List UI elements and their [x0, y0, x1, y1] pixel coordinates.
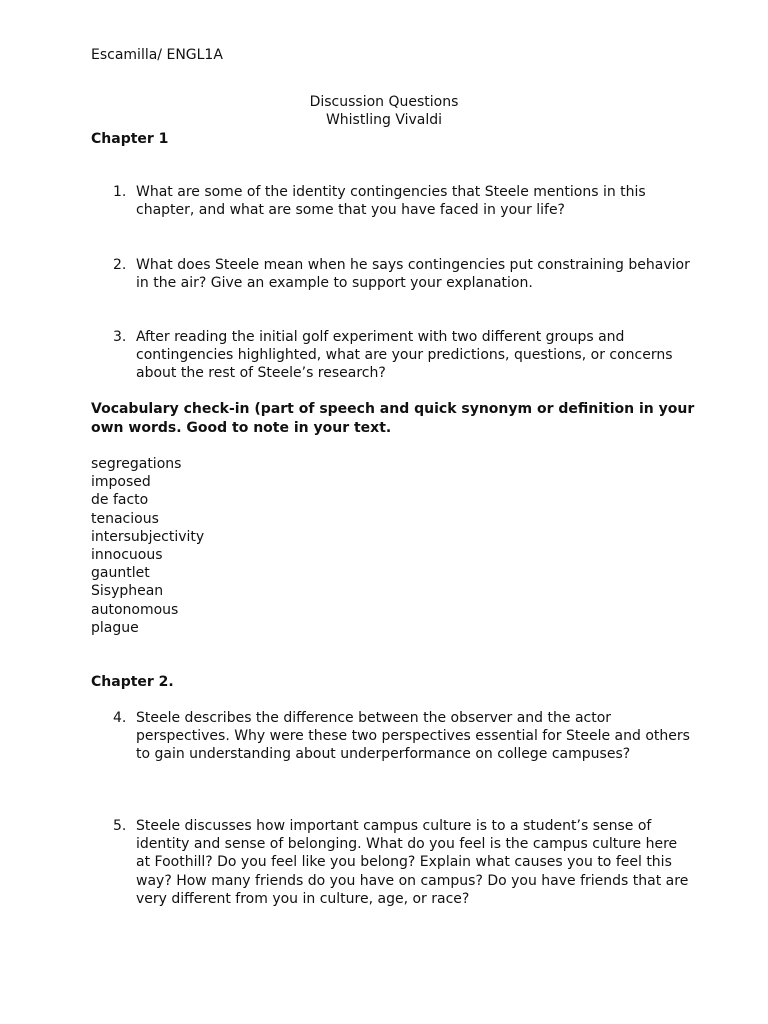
question-3	[113, 328, 693, 383]
vocabulary-word: de facto	[91, 492, 149, 509]
question-text: Steele describes the difference between the observer and the actor perspectives. Why were these two perspectives essential for Steele and others to gain understanding about underperformance on college campuses?	[136, 710, 690, 763]
question-number: 2.	[113, 257, 127, 273]
vocabulary-list	[91, 455, 204, 637]
vocabulary-word: imposed	[91, 474, 151, 491]
question-number: 1.	[113, 184, 127, 200]
vocabulary-word: plague	[91, 619, 139, 636]
question-number: 4.	[113, 710, 127, 726]
question-5	[113, 817, 693, 908]
course-line: Escamilla/ ENGL1A	[91, 47, 223, 63]
question-2	[113, 256, 693, 292]
question-number: 5.	[113, 818, 127, 834]
question-1	[113, 183, 693, 219]
question-text: What are some of the identity contingencies that Steele mentions in this chapter, and what are some that you have faced in your life?	[136, 184, 646, 219]
vocabulary-word: autonomous	[91, 601, 179, 618]
question-text: Steele discusses how important campus culture is to a student’s sense of identity and sense of belonging. What do you feel is the campus culture here at Foothill? Do you feel like you belong? Explain what causes you to feel this way? How many friends do you have on campus? Do you have friends that are very different from you in culture, age, or race?	[136, 818, 689, 907]
question-number: 3.	[113, 329, 127, 345]
vocabulary-heading: Vocabulary check-in (part of speech and quick synonym or definition in your own words. Good to note in your text.	[91, 401, 695, 436]
vocabulary-word: innocuous	[91, 547, 163, 564]
chapter-1-heading: Chapter 1	[91, 131, 169, 147]
question-text: After reading the initial golf experiment with two different groups and contingencies highlighted, what are your predictions, questions, or concerns about the rest of Steele’s research?	[136, 329, 673, 382]
vocabulary-word: segregations	[91, 456, 182, 472]
vocabulary-word: Sisyphean	[91, 583, 164, 600]
book-title: Whistling Vivaldi	[325, 112, 443, 128]
question-4	[113, 709, 693, 764]
question-text: What does Steele mean when he says contingencies put constraining behavior in the air? Give an example to support your explanation.	[136, 257, 690, 292]
vocabulary-word: intersubjectivity	[91, 528, 205, 545]
vocabulary-word: gauntlet	[91, 565, 150, 582]
vocabulary-word: tenacious	[91, 510, 159, 527]
document-title: Discussion Questions	[309, 94, 459, 110]
chapter-2-heading: Chapter 2.	[91, 674, 174, 690]
